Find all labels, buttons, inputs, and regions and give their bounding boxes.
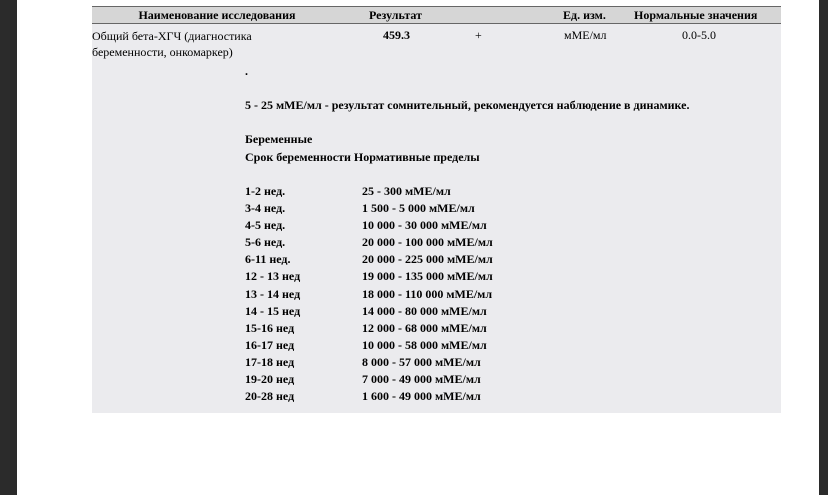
note-doubtful: 5 - 25 мМЕ/мл - результат сомнительный, рекомендуется наблюдение в динамике. [245,98,690,112]
term-range: 18 000 - 110 000 мМЕ/мл [362,286,493,301]
test-result: 459.3 [383,28,410,42]
term-table-header: Срок беременности Нормативные пределы [245,150,480,164]
header-norm: Нормальные значения [634,8,758,22]
term-range: 25 - 300 мМЕ/мл [362,184,451,198]
term-week: 12 - 13 нед [245,269,301,284]
test-norm: 0.0-5.0 [682,28,716,42]
term-week: 4-5 нед. [245,218,286,233]
header-result: Результат [369,8,423,22]
test-flag: + [475,28,482,42]
term-week: 14 - 15 нед [245,303,301,318]
term-week: 13 - 14 нед [245,286,301,301]
note-dot: . [245,64,248,78]
term-week: 17-18 нед [245,354,295,369]
term-week: 6-11 нед. [245,252,291,267]
term-week: 1-2 нед. [245,184,286,198]
term-range: 20 000 - 225 000 мМЕ/мл [362,252,493,267]
term-range: 19 000 - 135 000 мМЕ/мл [362,269,493,284]
header-unit: Ед. изм. [563,8,606,22]
term-range: 12 000 - 68 000 мМЕ/мл [362,320,487,335]
term-range: 1 500 - 5 000 мМЕ/мл [362,201,475,216]
document-page [17,0,819,495]
table-body [92,24,781,413]
lab-report-table [92,6,781,413]
term-range: 1 600 - 49 000 мМЕ/мл [362,389,481,404]
term-range: 7 000 - 49 000 мМЕ/мл [362,372,481,387]
test-name: Общий бета-ХГЧ (диагностика беременности, онкомаркер) [92,29,252,59]
term-range: 8 000 - 57 000 мМЕ/мл [362,354,481,369]
term-week: 5-6 нед. [245,235,286,250]
term-range: 10 000 - 30 000 мМЕ/мл [362,218,487,233]
table-header [92,6,781,24]
term-range: 20 000 - 100 000 мМЕ/мл [362,235,493,250]
term-range: 14 000 - 80 000 мМЕ/мл [362,303,487,318]
term-week: 3-4 нед. [245,201,286,216]
term-week: 16-17 нед [245,337,295,352]
term-range: 10 000 - 58 000 мМЕ/мл [362,337,487,352]
term-week: 19-20 нед [245,372,295,387]
term-week: 15-16 нед [245,320,295,335]
test-unit: мМЕ/мл [564,28,607,42]
header-name: Наименование исследования [138,8,296,22]
note-pregnant: Беременные [245,132,313,146]
term-week: 20-28 нед [245,389,295,404]
